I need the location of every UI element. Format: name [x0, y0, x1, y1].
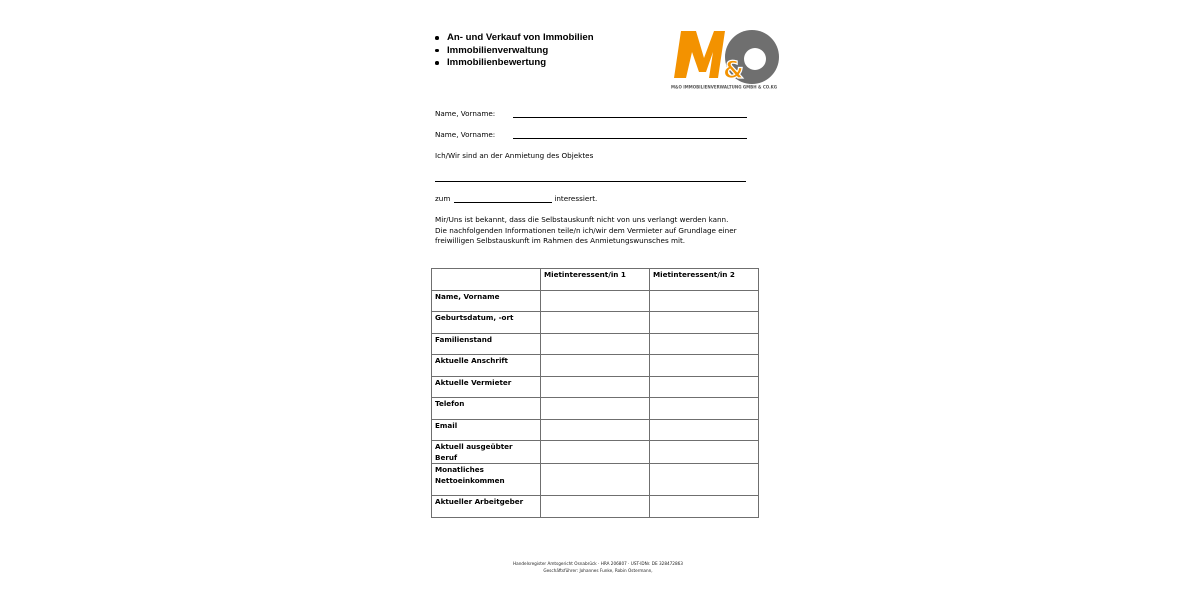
name-label: Name, Vorname:: [435, 109, 496, 118]
input-cell-2[interactable]: [650, 333, 759, 355]
input-cell-1[interactable]: [541, 398, 650, 420]
table-row: [432, 398, 759, 420]
row-label: Monatliches Nettoeinkommen: [432, 464, 541, 496]
input-cell-1[interactable]: [541, 290, 650, 312]
input-cell-1[interactable]: [541, 496, 650, 518]
input-cell-2[interactable]: [650, 441, 759, 464]
disclaimer-line: Die nachfolgenden Informationen teile/n ich/wir dem Vermieter auf Grundlage einer: [435, 225, 737, 235]
input-cell-1[interactable]: [541, 312, 650, 334]
input-cell-1[interactable]: [541, 441, 650, 464]
input-cell-1[interactable]: [541, 333, 650, 355]
disclaimer-text: [435, 215, 737, 247]
input-cell-1[interactable]: [541, 376, 650, 398]
page-footer: [440, 561, 756, 574]
input-cell-2[interactable]: [650, 419, 759, 441]
row-label: Aktueller Arbeitgeber: [432, 496, 541, 518]
row-label: Aktuelle Anschrift: [432, 355, 541, 377]
name-field-2: [435, 129, 747, 139]
name-field-1: [435, 108, 747, 118]
input-cell-2[interactable]: [650, 376, 759, 398]
logo-company-name: M&O IMMOBILIENVERWALTUNG GMBH & CO.KG: [671, 84, 777, 90]
object-interest-text: Ich/Wir sind an der Anmietung des Objektes: [435, 151, 594, 160]
service-item: An- und Verkauf von Immobilien: [434, 32, 594, 45]
input-cell-2[interactable]: [650, 464, 759, 496]
footer-register: Handelsregister Amtsgericht Osnabrück · HRA 206807 · UST-IDNr. DE 328472863: [513, 561, 683, 566]
table-row: [432, 333, 759, 355]
row-label: Name, Vorname: [432, 290, 541, 312]
column-header: Mietinteressent/in 2: [650, 269, 759, 291]
input-cell-2[interactable]: [650, 290, 759, 312]
input-cell-2[interactable]: [650, 496, 759, 518]
date-field: [435, 193, 597, 203]
company-logo-graphic: [666, 28, 782, 92]
disclaimer-line: Mir/Uns ist bekannt, dass die Selbstauskunft nicht von uns verlangt werden kann.: [435, 215, 729, 224]
services-list: [434, 32, 594, 70]
input-cell-2[interactable]: [650, 398, 759, 420]
row-label: Telefon: [432, 398, 541, 420]
service-item: Immobilienbewertung: [434, 57, 594, 70]
table-row: [432, 376, 759, 398]
row-label: Email: [432, 419, 541, 441]
footer-management: Geschäftsführer: Johannes Funke, Robin Ostermann,: [543, 567, 653, 573]
table-row: [432, 290, 759, 312]
name-input-line-2[interactable]: [513, 129, 747, 139]
input-cell-2[interactable]: [650, 312, 759, 334]
table-row: [432, 464, 759, 496]
table-row: [432, 419, 759, 441]
service-item: Immobilienverwaltung: [434, 45, 594, 58]
input-cell-1[interactable]: [541, 419, 650, 441]
row-label: Aktuelle Vermieter: [432, 376, 541, 398]
company-logo: [666, 28, 782, 92]
input-cell-2[interactable]: [650, 355, 759, 377]
interest-suffix: interessiert.: [554, 194, 598, 203]
disclaimer-line: freiwilligen Selbstauskunft im Rahmen des Anmietungswunsches mit.: [435, 236, 686, 246]
input-cell-1[interactable]: [541, 355, 650, 377]
name-input-line-1[interactable]: [513, 108, 747, 118]
object-input-line[interactable]: [435, 181, 746, 182]
table-row: [432, 355, 759, 377]
table-corner-cell: [432, 269, 541, 291]
applicant-table: [431, 268, 759, 518]
zum-label: zum: [435, 194, 451, 203]
table-header-row: [432, 269, 759, 291]
logo-o-inner: [744, 48, 766, 70]
row-label: Familienstand: [432, 333, 541, 355]
name-label: Name, Vorname:: [435, 130, 496, 139]
row-label: Geburtsdatum, -ort: [432, 312, 541, 334]
logo-ampersand: &: [723, 56, 744, 84]
input-cell-1[interactable]: [541, 464, 650, 496]
table-row: [432, 312, 759, 334]
row-label: Aktuell ausgeübter Beruf: [432, 441, 541, 464]
date-input-line[interactable]: [454, 193, 552, 203]
table-row: [432, 496, 759, 518]
table-row: [432, 441, 759, 464]
logo-m: [674, 31, 725, 78]
column-header: Mietinteressent/in 1: [541, 269, 650, 291]
